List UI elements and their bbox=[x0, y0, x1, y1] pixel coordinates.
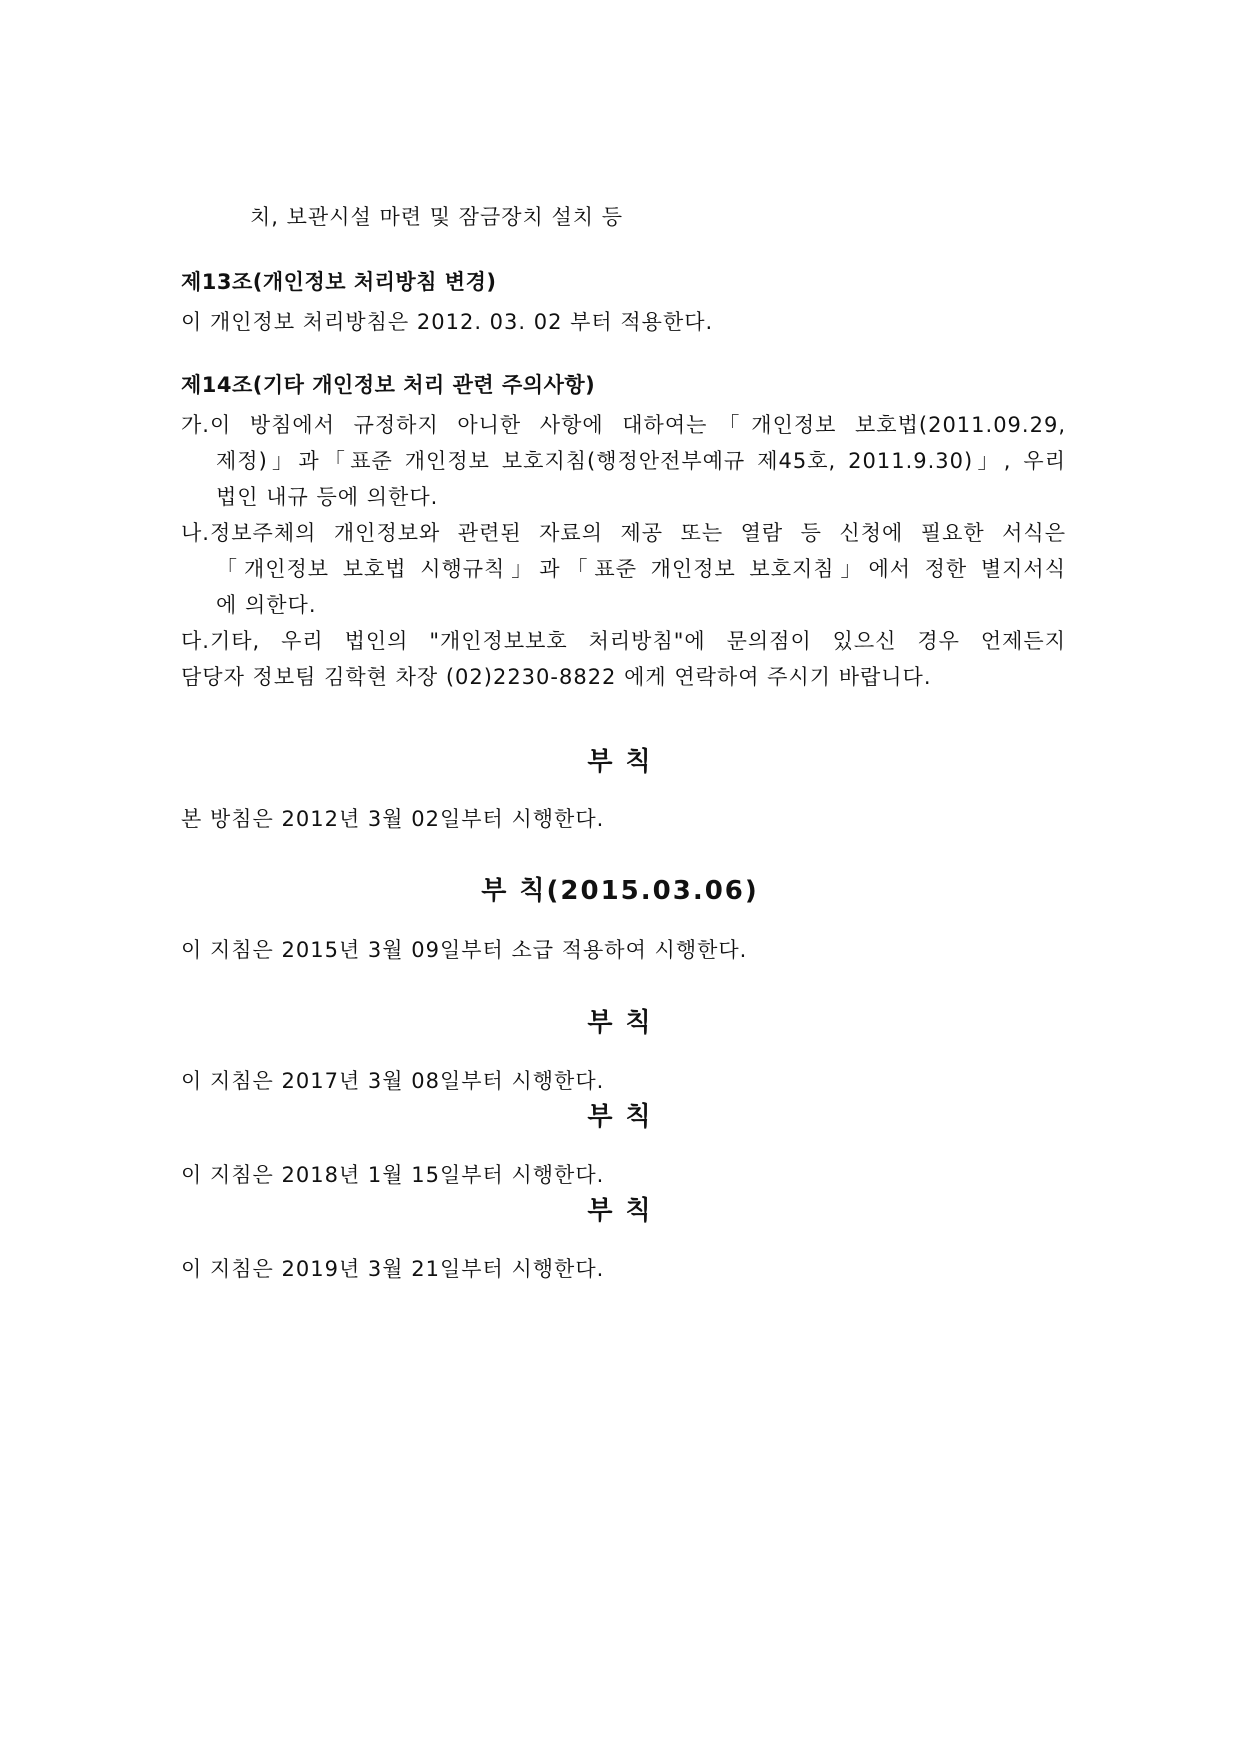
item-na-line-1: 나.정보주체의 개인정보와 관련된 자료의 제공 또는 열람 등 신청에 필요한 서식은 bbox=[181, 521, 1066, 545]
item-da-line-2: 담당자 정보팀 김학현 차장 (02)2230-8822 에게 연락하여 주시기 바랍니다. bbox=[181, 665, 932, 689]
addendum-heading: 부 칙 bbox=[587, 1196, 653, 1226]
item-ga-line-2: 제정)」과「표준 개인정보 보호지침(행정안전부예규 제45호, 2011.9.30)」, 우리 bbox=[216, 449, 1066, 473]
article-13-heading: 제13조(개인정보 처리방침 변경) bbox=[181, 270, 497, 294]
addendum-body: 이 지침은 2018년 1월 15일부터 시행한다. bbox=[181, 1163, 605, 1187]
addendum-heading: 부 칙 bbox=[587, 1008, 653, 1038]
item-ga-line-1: 가.이 방침에서 규정하지 아니한 사항에 대하여는「개인정보 보호법(2011.09.29, bbox=[181, 413, 1066, 437]
item-na-line-3: 에 의한다. bbox=[216, 593, 317, 617]
addendum-heading: 부 칙 bbox=[587, 747, 653, 777]
article-14-heading: 제14조(기타 개인정보 처리 관련 주의사항) bbox=[181, 373, 596, 397]
item-da-line-1: 다.기타, 우리 법인의 "개인정보보호 처리방침"에 문의점이 있으신 경우 언제든지 bbox=[181, 629, 1066, 653]
addendum-body: 이 지침은 2019년 3월 21일부터 시행한다. bbox=[181, 1257, 605, 1281]
item-na-line-2: 「개인정보 보호법 시행규칙」과「표준 개인정보 보호지침」에서 정한 별지서식 bbox=[216, 557, 1066, 581]
addendum-body: 이 지침은 2017년 3월 08일부터 시행한다. bbox=[181, 1069, 605, 1093]
addendum-body: 본 방침은 2012년 3월 02일부터 시행한다. bbox=[181, 807, 605, 831]
item-ga-line-3: 법인 내규 등에 의한다. bbox=[216, 485, 439, 509]
addendum-heading: 부 칙(2015.03.06) bbox=[481, 876, 759, 906]
article-13-body: 이 개인정보 처리방침은 2012. 03. 02 부터 적용한다. bbox=[181, 310, 714, 334]
addendum-body: 이 지침은 2015년 3월 09일부터 소급 적용하여 시행한다. bbox=[181, 938, 748, 962]
addendum-heading: 부 칙 bbox=[587, 1102, 653, 1132]
continued-line: 치, 보관시설 마련 및 잠금장치 설치 등 bbox=[250, 205, 624, 229]
